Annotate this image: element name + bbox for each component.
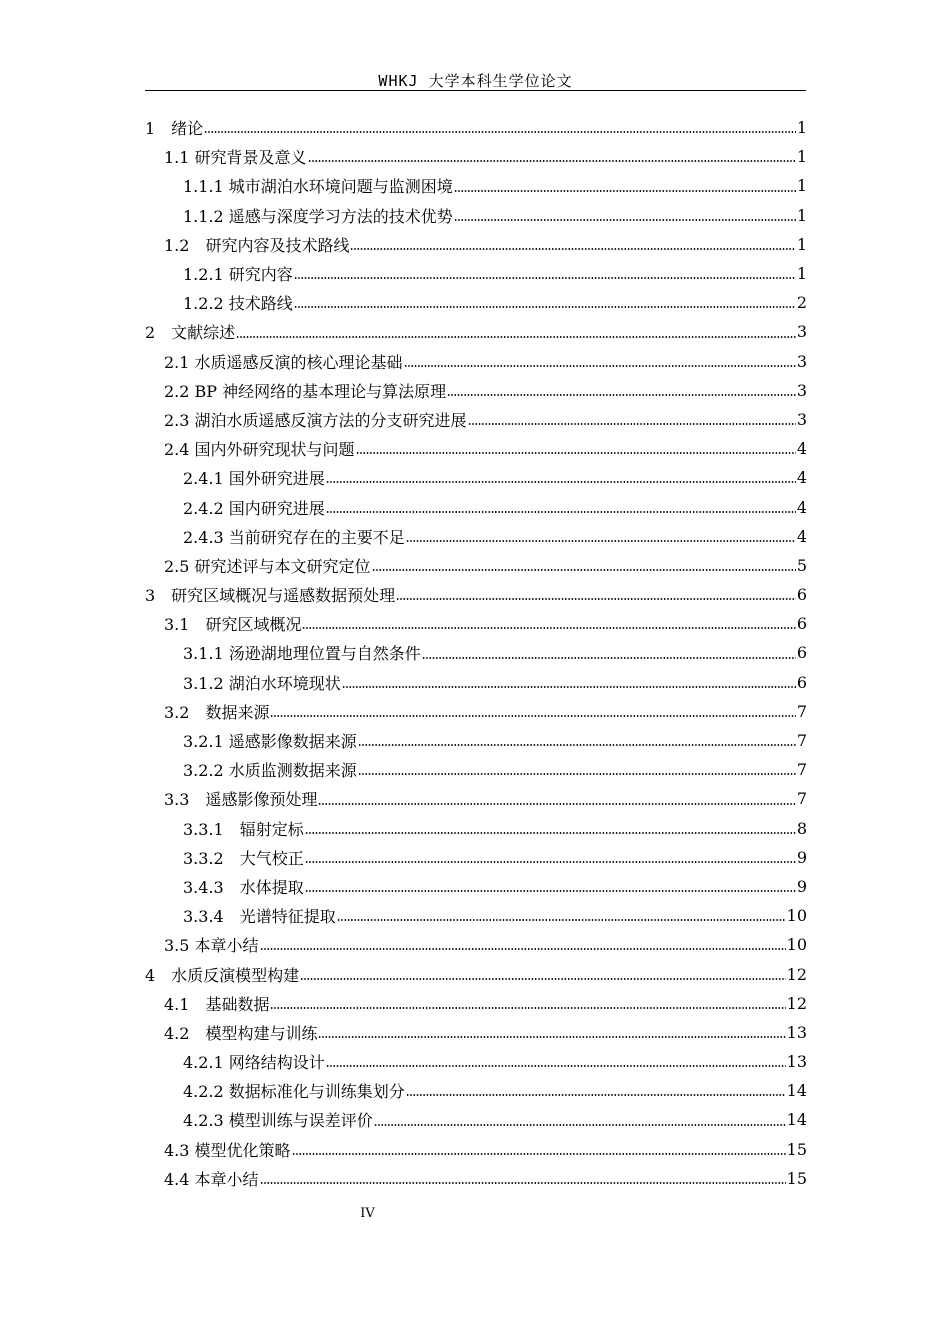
toc-entry-page: 5 — [796, 555, 807, 575]
toc-entry-page: 1 — [796, 234, 807, 254]
toc-entry[interactable] — [145, 638, 807, 667]
header-rule — [145, 90, 806, 91]
toc-entry-title: 4 水质反演模型构建 — [145, 965, 300, 985]
toc-entry[interactable] — [145, 317, 807, 346]
toc-entry-title: 3.1 研究区域概况 — [164, 615, 302, 635]
toc-dot-leader — [374, 1123, 786, 1135]
toc-entry-title: 2 文献综述 — [145, 323, 236, 343]
toc-entry-title: 3 研究区域概况与遥感数据预处理 — [145, 586, 396, 606]
toc-entry-title: 1.1.1 城市湖泊水环境问题与监测困境 — [183, 177, 453, 197]
toc-entry-page: 4 — [796, 497, 807, 517]
toc-entry-title: 4.2 模型构建与训练 — [164, 1023, 318, 1043]
toc-entry[interactable] — [145, 259, 807, 288]
toc-entry-title: 3.3 遥感影像预处理 — [164, 790, 318, 810]
toc-dot-leader — [236, 335, 796, 347]
toc-entry[interactable] — [145, 580, 807, 609]
toc-entry-page: 14 — [786, 1110, 807, 1130]
toc-entry-title: 2.4.2 国内研究进展 — [183, 498, 325, 518]
toc-dot-leader — [305, 831, 796, 843]
toc-entry-page: 14 — [786, 1081, 807, 1101]
toc-entry-title: 1.2.2 技术路线 — [183, 294, 293, 314]
toc-entry[interactable] — [145, 901, 807, 930]
toc-entry[interactable] — [145, 1105, 807, 1134]
toc-entry-page: 2 — [796, 293, 807, 313]
toc-dot-leader — [358, 772, 796, 784]
toc-entry[interactable] — [145, 755, 807, 784]
toc-entry-page: 1 — [796, 147, 807, 167]
toc-dot-leader — [447, 393, 796, 405]
toc-dot-leader — [468, 422, 796, 434]
toc-entry-title: 2.4.1 国外研究进展 — [183, 469, 325, 489]
toc-entry[interactable] — [145, 142, 807, 171]
toc-entry[interactable] — [145, 697, 807, 726]
toc-entry-title: 2.3 湖泊水质遥感反演方法的分支研究进展 — [164, 410, 467, 430]
toc-entry[interactable] — [145, 784, 807, 813]
toc-dot-leader — [260, 947, 786, 959]
toc-entry[interactable] — [145, 201, 807, 230]
toc-dot-leader — [292, 1152, 786, 1164]
toc-dot-leader — [305, 889, 796, 901]
page-number: IV — [360, 1206, 375, 1221]
toc-entry[interactable] — [145, 1164, 807, 1193]
toc-entry[interactable] — [145, 492, 807, 521]
toc-entry-title: 2.4 国内外研究现状与问题 — [164, 440, 355, 460]
toc-dot-leader — [300, 977, 785, 989]
toc-dot-leader — [294, 276, 796, 288]
toc-dot-leader — [356, 451, 796, 463]
toc-entry-title: 1.1.2 遥感与深度学习方法的技术优势 — [183, 206, 453, 226]
toc-dot-leader — [308, 159, 796, 171]
toc-entry[interactable] — [145, 463, 807, 492]
toc-dot-leader — [302, 626, 795, 638]
toc-entry[interactable] — [145, 551, 807, 580]
toc-entry-page: 15 — [786, 1139, 807, 1159]
toc-entry-page: 13 — [786, 1022, 807, 1042]
toc-dot-leader — [406, 1093, 786, 1105]
toc-dot-leader — [396, 597, 796, 609]
toc-entry-page: 15 — [786, 1168, 807, 1188]
toc-dot-leader — [270, 714, 795, 726]
toc-entry-title: 3.2 数据来源 — [164, 702, 270, 722]
toc-entry[interactable] — [145, 609, 807, 638]
toc-entry-title: 1.1 研究背景及意义 — [164, 148, 307, 168]
toc-dot-leader — [318, 802, 795, 814]
toc-entry-page: 6 — [796, 643, 807, 663]
toc-entry[interactable] — [145, 959, 807, 988]
running-header: WHKJ 大学本科生学位论文 — [378, 72, 573, 90]
toc-entry-page: 4 — [796, 439, 807, 459]
toc-entry-title: 3.5 本章小结 — [164, 936, 259, 956]
toc-entry-page: 3 — [796, 409, 807, 429]
toc-entry[interactable] — [145, 405, 807, 434]
toc-entry-page: 1 — [796, 176, 807, 196]
toc-entry[interactable] — [145, 347, 807, 376]
toc-entry-page: 7 — [796, 701, 807, 721]
toc-entry-page: 6 — [796, 672, 807, 692]
toc-entry[interactable] — [145, 989, 807, 1018]
toc-entry-title: 3.2.1 遥感影像数据来源 — [183, 732, 357, 752]
toc-entry-page: 9 — [796, 876, 807, 896]
toc-entry-title: 3.3.2 大气校正 — [183, 848, 304, 868]
toc-dot-leader — [270, 1006, 785, 1018]
toc-entry-title: 1.2.1 研究内容 — [183, 265, 293, 285]
toc-entry[interactable] — [145, 1047, 807, 1076]
toc-entry-title: 4.2.3 模型训练与误差评价 — [183, 1111, 373, 1131]
table-of-contents — [145, 113, 807, 1193]
toc-entry-title: 2.5 研究述评与本文研究定位 — [164, 556, 371, 576]
toc-entry-page: 4 — [796, 526, 807, 546]
toc-entry-page: 3 — [796, 351, 807, 371]
toc-entry[interactable] — [145, 376, 807, 405]
toc-entry-page: 7 — [796, 789, 807, 809]
toc-entry[interactable] — [145, 814, 807, 843]
toc-entry-page: 6 — [796, 614, 807, 634]
toc-entry-page: 7 — [796, 731, 807, 751]
toc-entry[interactable] — [145, 1135, 807, 1164]
toc-entry[interactable] — [145, 930, 807, 959]
toc-entry-page: 9 — [796, 847, 807, 867]
toc-entry[interactable] — [145, 434, 807, 463]
toc-dot-leader — [372, 568, 796, 580]
toc-entry[interactable] — [145, 872, 807, 901]
toc-entry-page: 12 — [786, 993, 807, 1013]
toc-entry-page: 3 — [796, 380, 807, 400]
toc-entry-page: 3 — [796, 322, 807, 342]
toc-entry-page: 8 — [796, 818, 807, 838]
toc-entry-title: 2.2 BP 神经网络的基本理论与算法原理 — [164, 381, 447, 401]
toc-entry-title: 1.2 研究内容及技术路线 — [164, 235, 350, 255]
toc-entry-title: 3.2.2 水质监测数据来源 — [183, 761, 357, 781]
toc-entry[interactable] — [145, 230, 807, 259]
toc-entry[interactable] — [145, 113, 807, 142]
toc-entry[interactable] — [145, 726, 807, 755]
toc-dot-leader — [342, 685, 796, 697]
toc-entry-page: 1 — [796, 264, 807, 284]
toc-entry-title: 3.4.3 水体提取 — [183, 877, 304, 897]
toc-dot-leader — [305, 860, 796, 872]
toc-entry-title: 3.1.2 湖泊水环境现状 — [183, 673, 341, 693]
toc-dot-leader — [337, 918, 786, 930]
toc-entry[interactable] — [145, 288, 807, 317]
toc-dot-leader — [454, 189, 796, 201]
toc-entry[interactable] — [145, 843, 807, 872]
toc-entry-page: 13 — [786, 1052, 807, 1072]
toc-entry-page: 10 — [786, 906, 807, 926]
toc-dot-leader — [326, 510, 796, 522]
toc-entry-page: 1 — [796, 118, 807, 138]
toc-dot-leader — [326, 1064, 786, 1076]
toc-entry-title: 4.2.2 数据标准化与训练集划分 — [183, 1082, 405, 1102]
toc-dot-leader — [404, 364, 796, 376]
toc-entry-page: 4 — [796, 468, 807, 488]
toc-dot-leader — [204, 130, 796, 142]
toc-entry-title: 3.3.1 辐射定标 — [183, 819, 304, 839]
toc-dot-leader — [318, 1035, 785, 1047]
toc-dot-leader — [454, 218, 796, 230]
toc-entry[interactable] — [145, 1018, 807, 1047]
toc-entry-page: 1 — [796, 205, 807, 225]
toc-entry-title: 3.3.4 光谱特征提取 — [183, 907, 336, 927]
toc-dot-leader — [406, 539, 796, 551]
toc-dot-leader — [350, 247, 795, 259]
toc-dot-leader — [358, 743, 796, 755]
toc-dot-leader — [294, 305, 796, 317]
toc-entry-page: 7 — [796, 760, 807, 780]
toc-entry[interactable] — [145, 171, 807, 200]
toc-entry-title: 2.1 水质遥感反演的核心理论基础 — [164, 352, 403, 372]
toc-dot-leader — [260, 1181, 786, 1193]
toc-entry[interactable] — [145, 668, 807, 697]
toc-entry[interactable] — [145, 1076, 807, 1105]
toc-entry-title: 2.4.3 当前研究存在的主要不足 — [183, 527, 405, 547]
toc-entry-page: 12 — [786, 964, 807, 984]
toc-entry-title: 4.4 本章小结 — [164, 1169, 259, 1189]
toc-entry[interactable] — [145, 522, 807, 551]
toc-entry-page: 10 — [786, 935, 807, 955]
toc-entry-title: 1 绪论 — [145, 119, 204, 139]
toc-entry-title: 3.1.1 汤逊湖地理位置与自然条件 — [183, 644, 421, 664]
toc-entry-title: 4.1 基础数据 — [164, 994, 270, 1014]
toc-dot-leader — [422, 656, 796, 668]
toc-entry-title: 4.2.1 网络结构设计 — [183, 1053, 325, 1073]
toc-entry-page: 6 — [796, 585, 807, 605]
toc-entry-title: 4.3 模型优化策略 — [164, 1140, 291, 1160]
toc-dot-leader — [326, 480, 796, 492]
